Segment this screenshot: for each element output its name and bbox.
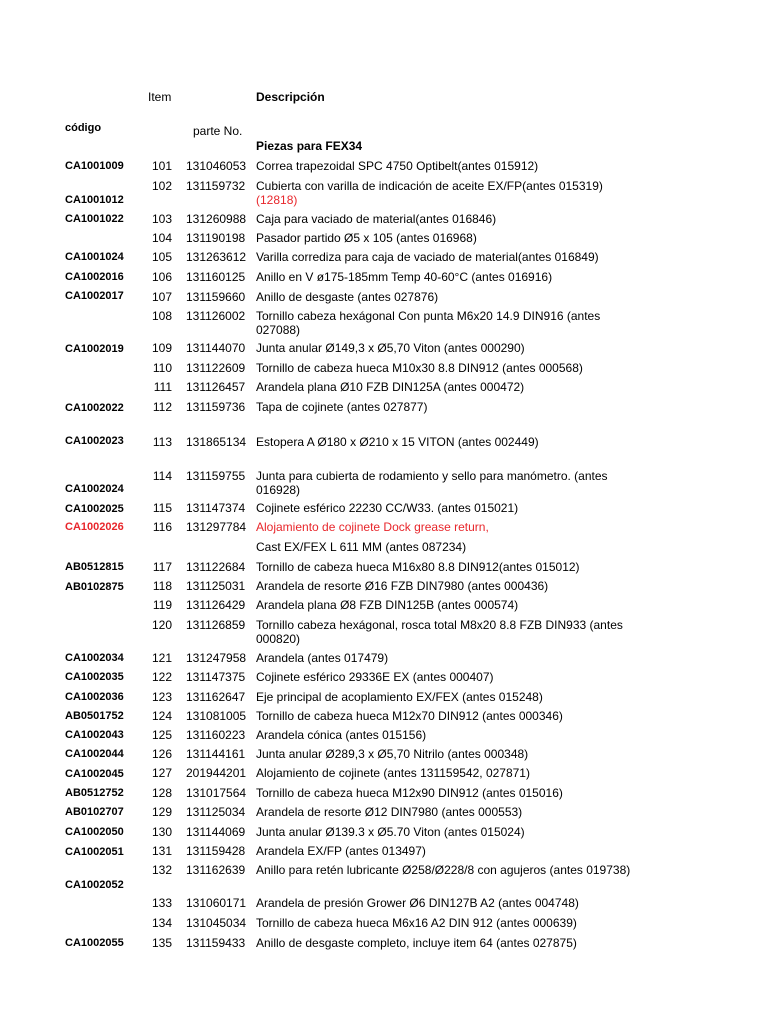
row-description: Eje principal de acoplamiento EX/FEX (antes 015248) xyxy=(256,690,543,704)
codigo-column-header: código xyxy=(65,122,102,134)
row-description: Tornillo de cabeza hueca M12x90 DIN912 (antes 015016) xyxy=(256,786,563,800)
row-item: 109 xyxy=(151,341,172,355)
row-code: CA1002019 xyxy=(65,343,124,355)
row-description: Anillo de desgaste (antes 027876) xyxy=(256,290,439,304)
row-description: Arandela plana Ø10 FZB DIN125A (antes 000472) xyxy=(256,380,525,394)
row-code: CA1002023 xyxy=(65,435,124,447)
row-item: 118 xyxy=(152,579,172,593)
row-description: Caja para vaciado de material(antes 016846) xyxy=(256,212,497,226)
row-description: Cojinete esférico 29336E EX (antes 000407) xyxy=(256,670,494,684)
row-code: CA1001012 xyxy=(65,194,124,206)
row-part-number: 131297784 xyxy=(186,520,247,534)
row-item: 128 xyxy=(151,786,172,800)
row-part-number: 131144069 xyxy=(186,825,246,839)
row-item: 117 xyxy=(152,560,172,574)
row-item: 110 xyxy=(152,361,172,375)
row-description: Junta anular Ø139.3 x Ø5.70 Viton (antes 015024) xyxy=(256,825,525,839)
row-item: 107 xyxy=(151,290,172,304)
row-item: 133 xyxy=(151,896,172,910)
row-code: AB0512815 xyxy=(65,561,124,573)
row-description: Junta anular Ø289,3 x Ø5,70 Nitrilo (antes 000348) xyxy=(256,747,529,761)
row-code: CA1002035 xyxy=(65,671,124,683)
row-part-number: 131126002 xyxy=(186,309,246,323)
row-part-number: 131122684 xyxy=(186,560,246,574)
row-part-number: 131144070 xyxy=(186,341,246,355)
row-code: AB0501752 xyxy=(65,710,124,722)
row-description: Cojinete esférico 22230 CC/W33. (antes 015021) xyxy=(256,501,519,515)
row-part-number: 131081005 xyxy=(186,709,247,723)
row-part-number: 131046053 xyxy=(186,159,247,173)
row-part-number: 131263612 xyxy=(186,250,247,264)
row-description: Tornillo de cabeza hueca M12x70 DIN912 (antes 000346) xyxy=(256,709,563,723)
row-item: 126 xyxy=(151,747,172,761)
row-item: 114 xyxy=(152,469,172,483)
row-description: Arandela cónica (antes 015156) xyxy=(256,728,427,742)
row-part-number: 131865134 xyxy=(186,435,247,449)
row-item: 122 xyxy=(151,670,172,684)
row-description: Estopera A Ø180 x Ø210 x 15 VITON (antes 002449) xyxy=(256,435,539,449)
row-item: 123 xyxy=(151,690,172,704)
row-description: Anillo para retén lubricante Ø258/Ø228/8 con agujeros (antes 019738) xyxy=(256,863,631,877)
row-item: 134 xyxy=(151,916,172,930)
row-part-number: 131260988 xyxy=(186,212,247,226)
row-code: CA1002016 xyxy=(65,271,124,283)
row-item: 101 xyxy=(151,159,172,173)
row-part-number: 131147375 xyxy=(186,670,246,684)
row-description-highlighted: Alojamiento de cojinete Dock grease return, xyxy=(256,520,489,534)
row-description-note: (12818) xyxy=(256,193,298,207)
row-item: 115 xyxy=(152,501,172,515)
row-part-number: 131247958 xyxy=(186,651,247,665)
row-item: 125 xyxy=(151,728,172,742)
row-description: Pasador partido Ø5 x 105 (antes 016968) xyxy=(256,231,477,245)
row-code: CA1002024 xyxy=(65,483,124,495)
row-code: CA1001009 xyxy=(65,160,124,172)
row-code: CA1002043 xyxy=(65,729,124,741)
row-part-number: 201944201 xyxy=(186,766,247,780)
row-code: CA1002050 xyxy=(65,826,124,838)
row-code: CA1002036 xyxy=(65,691,124,703)
row-item: 112 xyxy=(152,400,172,414)
row-item: 121 xyxy=(151,651,172,665)
descripcion-column-header: Descripción xyxy=(256,90,325,104)
row-part-number: 131126457 xyxy=(186,380,246,394)
row-description: Tornillo cabeza hexágonal, rosca total M8x20 8.8 FZB DIN933 (antes 000820) xyxy=(256,618,623,646)
row-description: Anillo de desgaste completo, incluye item 64 (antes 027875) xyxy=(256,936,577,950)
row-description: Tornillo de cabeza hueca M6x16 A2 DIN 912 (antes 000639) xyxy=(256,916,577,930)
row-item: 111 xyxy=(153,380,172,394)
row-item: 127 xyxy=(151,766,172,780)
row-description: Anillo en V ø175-185mm Temp 40-60°C (antes 016916) xyxy=(256,270,553,284)
row-item: 116 xyxy=(152,520,172,534)
row-part-number: 131126429 xyxy=(186,598,246,612)
row-part-number: 131162647 xyxy=(186,690,246,704)
row-part-number: 131159428 xyxy=(186,844,246,858)
row-description: Cubierta con varilla de indicación de aceite EX/FP(antes 015319) xyxy=(256,179,603,193)
row-description: Junta anular Ø149,3 x Ø5,70 Viton (antes 000290) xyxy=(256,341,525,355)
row-code: AB0102875 xyxy=(65,581,124,593)
row-code: CA1001024 xyxy=(65,251,124,263)
row-code: CA1002055 xyxy=(65,937,124,949)
row-code: CA1002051 xyxy=(65,846,124,858)
row-code: CA1002044 xyxy=(65,748,124,760)
row-part-number: 131125031 xyxy=(186,579,246,593)
row-part-number: 131159736 xyxy=(186,400,246,414)
row-part-number: 131159660 xyxy=(186,290,246,304)
row-item: 108 xyxy=(151,309,172,323)
row-description: Arandela plana Ø8 FZB DIN125B (antes 000574) xyxy=(256,598,519,612)
row-item: 104 xyxy=(151,231,172,245)
row-description: Tornillo cabeza hexágonal Con punta M6x20 14.9 DIN916 (antes 027088) xyxy=(256,309,601,337)
row-description: Tapa de cojinete (antes 027877) xyxy=(256,400,428,414)
row-code: CA1002034 xyxy=(65,652,124,664)
row-item: 124 xyxy=(151,709,172,723)
row-part-number: 131160223 xyxy=(186,728,246,742)
row-item: 102 xyxy=(151,179,172,193)
row-code: CA1002017 xyxy=(65,290,124,302)
row-item: 132 xyxy=(151,863,172,877)
row-description: Arandela de resorte Ø12 DIN7980 (antes 000553) xyxy=(256,805,523,819)
row-item: 106 xyxy=(151,270,172,284)
row-part-number: 131159732 xyxy=(186,179,246,193)
row-code: CA1002025 xyxy=(65,503,124,515)
row-item: 129 xyxy=(151,805,172,819)
row-part-number: 131147374 xyxy=(186,501,246,515)
row-description-continuation: Cast EX/FEX L 611 MM (antes 087234) xyxy=(256,540,467,554)
item-column-header: Item xyxy=(148,90,172,104)
section-title: Piezas para FEX34 xyxy=(256,139,363,153)
row-description: Arandela (antes 017479) xyxy=(256,651,389,665)
row-item: 105 xyxy=(151,250,172,264)
row-description: Tornillo de cabeza hueca M10x30 8.8 DIN912 (antes 000568) xyxy=(256,361,583,375)
row-description: Arandela de resorte Ø16 FZB DIN7980 (antes 000436) xyxy=(256,579,549,593)
row-description: Tornillo de cabeza hueca M16x80 8.8 DIN912(antes 015012) xyxy=(256,560,580,574)
row-part-number: 131159755 xyxy=(186,469,246,483)
row-part-number: 131159433 xyxy=(186,936,246,950)
row-item: 113 xyxy=(152,435,172,449)
parte-no-column-header: parte No. xyxy=(193,124,243,138)
row-code-highlighted: CA1002026 xyxy=(65,521,124,533)
row-description: Arandela EX/FP (antes 013497) xyxy=(256,844,426,858)
row-item: 103 xyxy=(151,212,172,226)
row-part-number: 131126859 xyxy=(186,618,246,632)
row-part-number: 131045034 xyxy=(186,916,247,930)
row-description: Arandela de presión Grower Ø6 DIN127B A2 (antes 004748) xyxy=(256,896,579,910)
row-item: 131 xyxy=(151,844,172,858)
row-description: Alojamiento de cojinete (antes 131159542, 027871) xyxy=(256,766,530,780)
row-code: CA1001022 xyxy=(65,213,124,225)
row-part-number: 131060171 xyxy=(186,896,247,910)
row-code: CA1002045 xyxy=(65,768,124,780)
row-description: Varilla corrediza para caja de vaciado de material(antes 016849) xyxy=(256,250,599,264)
row-code: AB0512752 xyxy=(65,787,124,799)
row-code: CA1002052 xyxy=(65,879,124,891)
row-part-number: 131122609 xyxy=(186,361,246,375)
row-part-number: 131017564 xyxy=(186,786,247,800)
row-item: 120 xyxy=(151,618,172,632)
row-item: 119 xyxy=(152,598,172,612)
row-description: Junta para cubierta de rodamiento y sello para manómetro. (antes 016928) xyxy=(256,469,608,497)
row-code: CA1002022 xyxy=(65,402,124,414)
row-code: AB0102707 xyxy=(65,806,124,818)
row-part-number: 131190198 xyxy=(186,231,246,245)
row-part-number: 131162639 xyxy=(186,863,246,877)
row-description: Correa trapezoidal SPC 4750 Optibelt(antes 015912) xyxy=(256,159,539,173)
row-part-number: 131125034 xyxy=(186,805,246,819)
row-part-number: 131144161 xyxy=(186,747,246,761)
row-item: 135 xyxy=(151,936,172,950)
row-item: 130 xyxy=(151,825,172,839)
row-part-number: 131160125 xyxy=(186,270,246,284)
